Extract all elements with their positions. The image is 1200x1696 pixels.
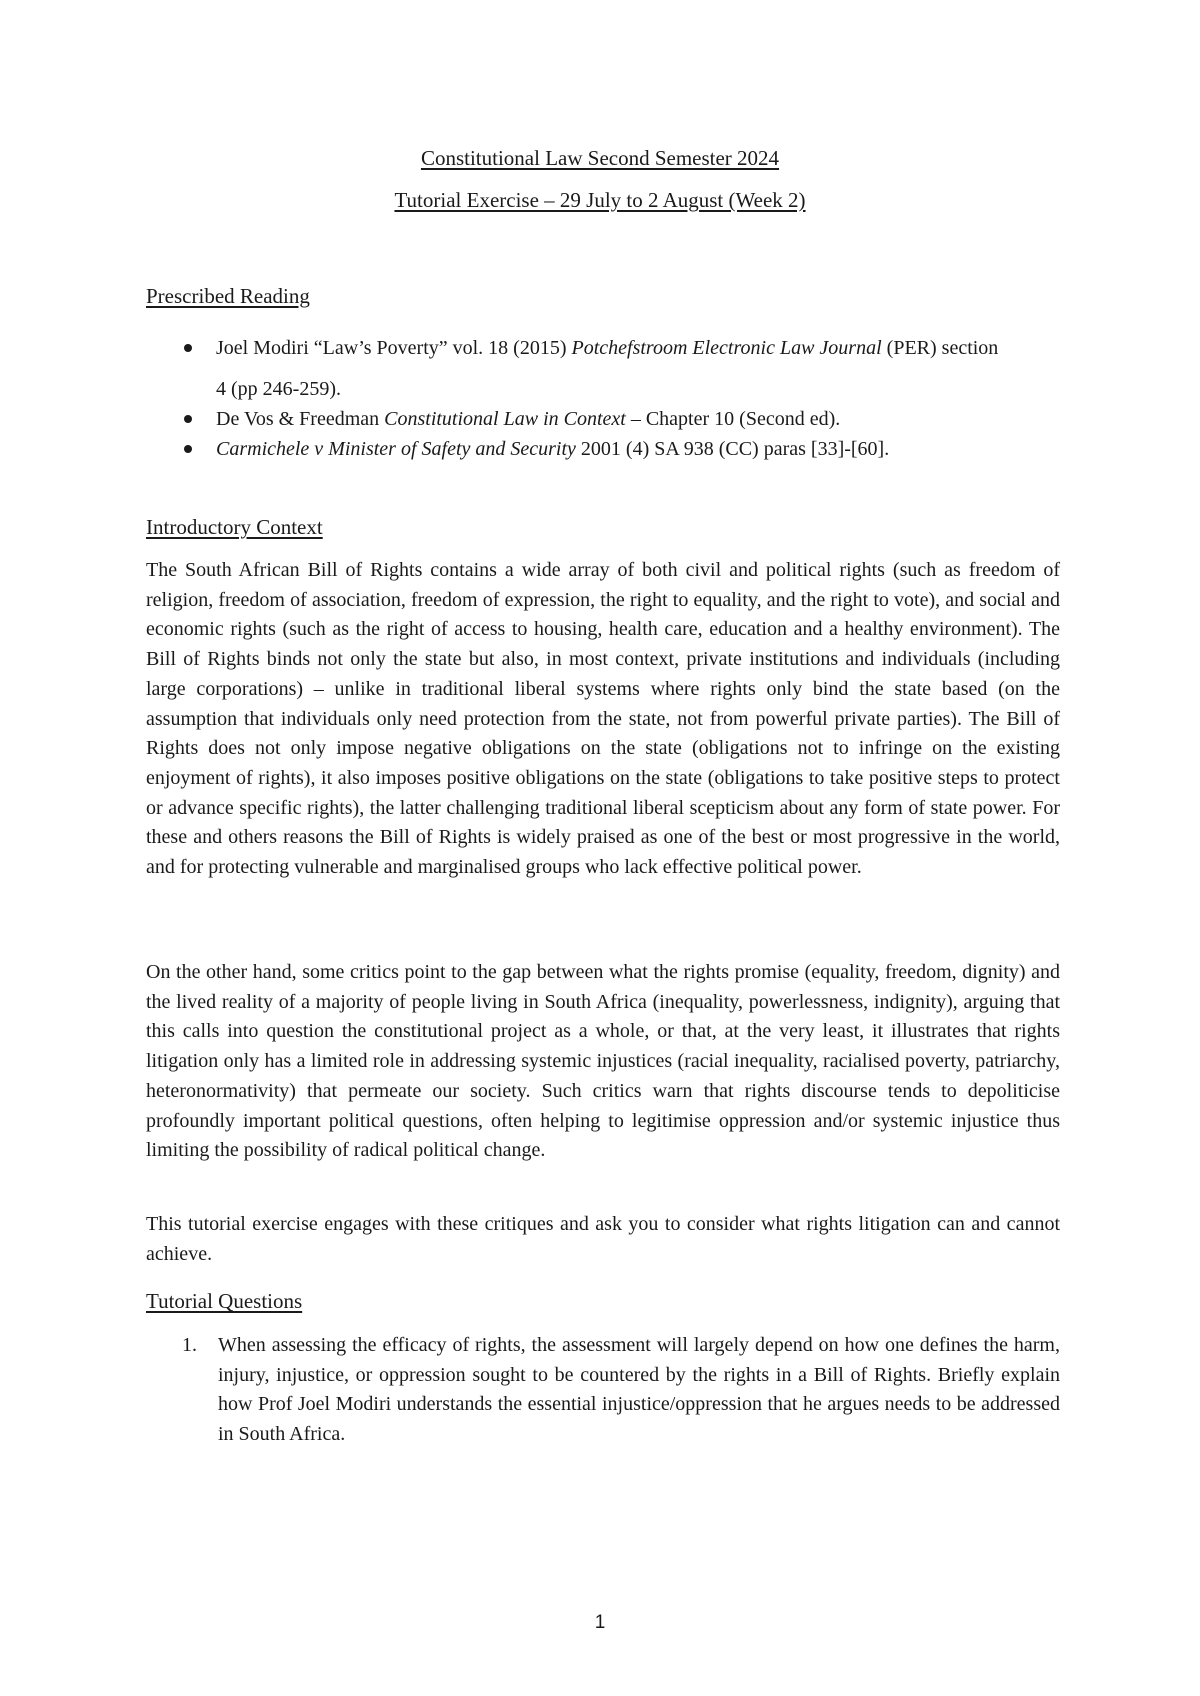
introductory-context-heading: Introductory Context: [146, 515, 323, 539]
context-paragraph: On the other hand, some critics point to the gap between what the rights promise (equality, freedom, dignity) and the lived reality of a majority of people living in South Africa (inequality, powerlessness, indignity), arguing that this calls into question the constitutional project as a whole, or that, at the very least, it illustrates that rights litigation only has a limited role in addressing systemic injustices (racial inequality, racialised poverty, patriarchy, heteronormativity) that permeate our society. Such critics warn that rights discourse tends to depoliticise profoundly important political questions, often helping to legitimise oppression and/or systemic injustice thus limiting the possibility of radical political change.: [146, 961, 1060, 1162]
reading-item: [146, 404, 1060, 434]
document-subtitle: Tutorial Exercise – 29 July to 2 August (Week 2): [394, 188, 806, 212]
reading-item: [146, 434, 1060, 464]
reading-item-text: 2001 (4) SA 938 (CC) paras [33]-[60].: [575, 438, 890, 460]
tutorial-questions-heading: Tutorial Questions: [146, 1289, 303, 1313]
bullet-icon: [184, 344, 192, 352]
reading-item-text: De Vos & Freedman: [216, 408, 385, 430]
page-number: 1: [594, 1612, 606, 1633]
reading-item-text: Joel Modiri “Law’s Poverty” vol. 18 (2015): [216, 337, 572, 359]
bullet-icon: [184, 445, 192, 453]
context-paragraph: The South African Bill of Rights contains a wide array of both civil and political rights (such as freedom of religion, freedom of association, freedom of expression, the right to equality, and the right to vote), and social and economic rights (such as the right of access to housing, health care, education and a healthy environment). The Bill of Rights binds not only the state but also, in most context, private institutions and individuals (including large corporations) – unlike in traditional liberal systems where rights only bind the state based (on the assumption that individuals only need protection from the state, not from powerful private parties). The Bill of Rights does not only impose negative obligations on the state (obligations not to infringe on the existing enjoyment of rights), it also imposes positive obligations on the state (obligations to take positive steps to protect or advance specific rights), the latter challenging traditional liberal scepticism about any form of state power. For these and others reasons the Bill of Rights is widely praised as one of the best or most progressive in the world, and for protecting vulnerable and marginalised groups who lack effective political power.: [146, 559, 1060, 879]
context-paragraph: This tutorial exercise engages with these critiques and ask you to consider what rights litigation can and cannot achieve.: [146, 1213, 1060, 1265]
reading-item-text: (PER) section: [881, 337, 999, 359]
question-number: 1.: [182, 1334, 197, 1356]
prescribed-reading-heading: Prescribed Reading: [146, 284, 310, 308]
reading-item-journal: Potchefstroom Electronic Law Journal: [571, 337, 882, 359]
reading-item: [146, 333, 1060, 404]
question-item: [146, 1331, 1060, 1450]
reading-item-pages: 4 (pp 246-259).: [216, 378, 341, 400]
document-title: Constitutional Law Second Semester 2024: [420, 146, 780, 170]
reading-item-text: – Chapter 10 (Second ed).: [625, 408, 841, 430]
tutorial-questions-list: [146, 1331, 1060, 1450]
reading-item-case: Carmichele v Minister of Safety and Security: [216, 438, 576, 460]
prescribed-reading-list: [146, 333, 1060, 464]
bullet-icon: [184, 415, 192, 423]
question-text: When assessing the efficacy of rights, the assessment will largely depend on how one defines the harm, injury, injustice, or oppression sought to be countered by the rights in a Bill of Rights. Briefly explain how Prof Joel Modiri understands the essential injustice/oppression that he argues needs to be addressed in South Africa.: [218, 1334, 1060, 1446]
reading-item-book: Constitutional Law in Context: [384, 408, 626, 430]
